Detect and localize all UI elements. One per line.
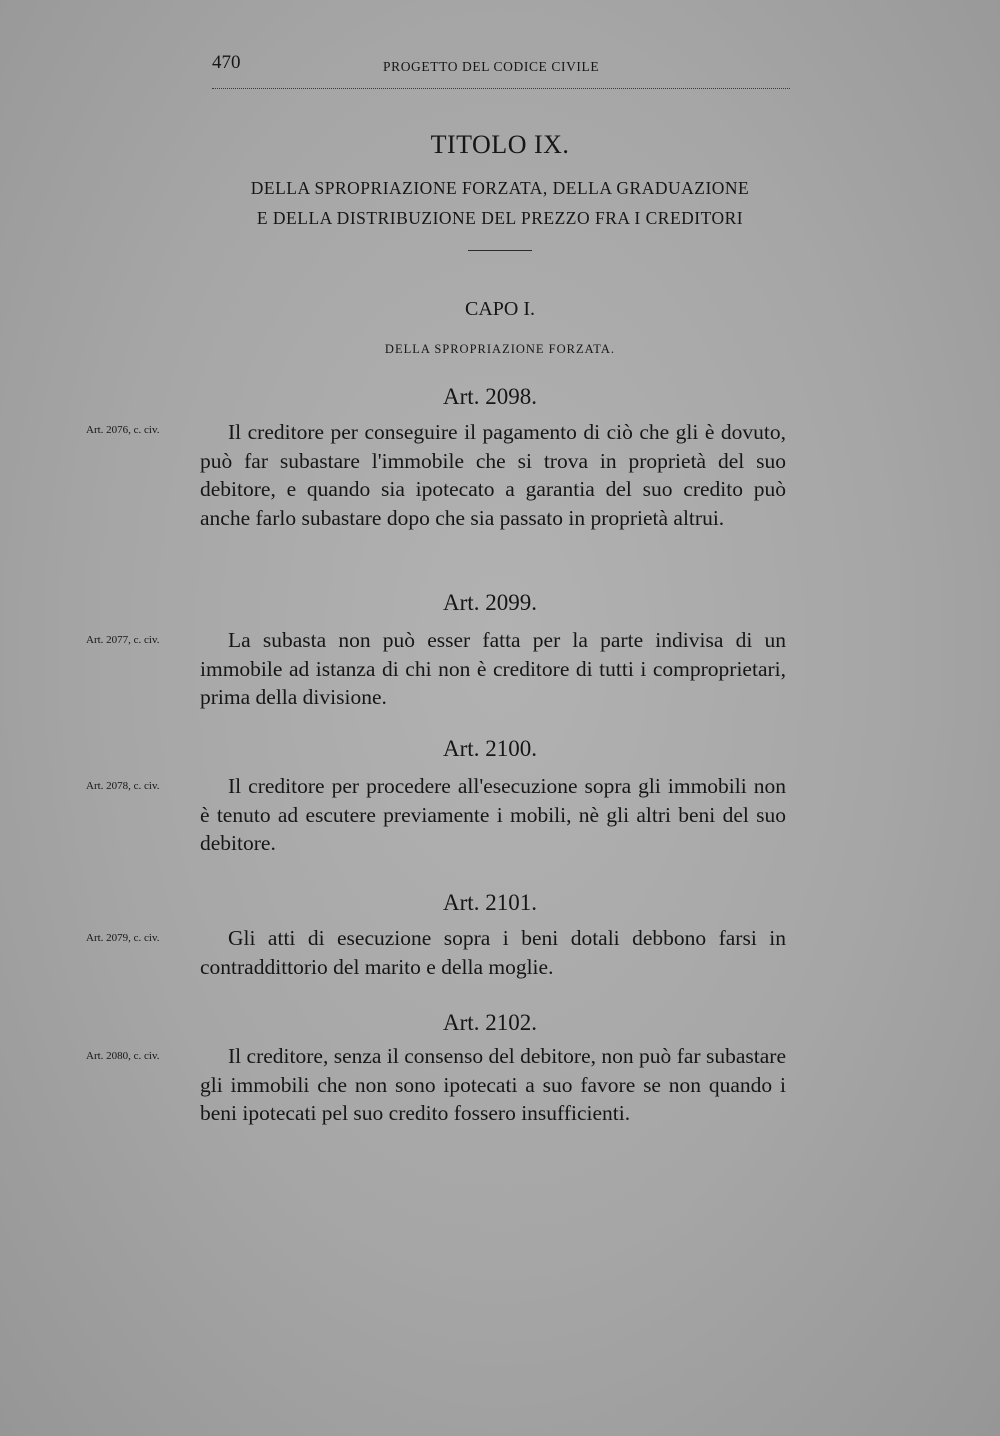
article-text: La subasta non può esser fatta per la parte indivisa di un immobile ad istanza di chi non è creditore di tutti i comproprietari, prima della divisione. <box>200 628 786 710</box>
article-body <box>200 418 786 532</box>
section-divider <box>468 250 532 251</box>
article-heading: Art. 2099. <box>443 590 537 615</box>
article-text: Il creditore per procedere all'esecuzione sopra gli immobili non è tenuto ad escutere previamente i mobili, nè gli altri beni del suo debitore. <box>200 774 786 856</box>
titolo-heading: TITOLO IX. <box>430 130 570 159</box>
capo-heading: CAPO I. <box>464 298 535 320</box>
article-body <box>200 1042 786 1128</box>
article-body <box>200 772 786 858</box>
titolo-subtitle-line2: E DELLA DISTRIBUZIONE DEL PREZZO FRA I CREDITORI <box>256 208 744 228</box>
article-text: Il creditore per conseguire il pagamento di ciò che gli è dovuto, può far subastare l'immobile che si trova in proprietà del suo debitore, e quando sia ipotecato a garantia del suo credito può anche farlo subastare dopo che sia passato in proprietà altrui. <box>200 420 786 530</box>
margin-reference: Art. 2080, c. civ. <box>86 1050 160 1062</box>
article-heading: Art. 2100. <box>443 736 537 761</box>
margin-reference: Art. 2078, c. civ. <box>86 780 160 792</box>
running-title: PROGETTO DEL CODICE CIVILE <box>383 59 600 74</box>
article-heading: Art. 2101. <box>443 890 537 915</box>
titolo-subtitle-line1: DELLA SPROPRIAZIONE FORZATA, DELLA GRADUAZIONE <box>250 178 750 198</box>
margin-reference: Art. 2077, c. civ. <box>86 634 160 646</box>
article-heading: Art. 2102. <box>443 1010 537 1035</box>
margin-reference: Art. 2079, c. civ. <box>86 932 160 944</box>
page-number: 470 <box>212 52 241 73</box>
article-body <box>200 924 786 981</box>
article-text: Il creditore, senza il consenso del debitore, non può far subastare gli immobili che non sono ipotecati a suo favore se non quando i beni ipotecati pel suo credito fossero insufficienti. <box>200 1044 786 1126</box>
article-body <box>200 626 786 712</box>
margin-reference: Art. 2076, c. civ. <box>86 424 160 436</box>
article-heading: Art. 2098. <box>443 384 537 409</box>
running-header <box>212 50 790 89</box>
capo-subheading: DELLA SPROPRIAZIONE FORZATA. <box>384 342 616 356</box>
article-text: Gli atti di esecuzione sopra i beni dotali debbono farsi in contraddittorio del marito e della moglie. <box>200 926 786 979</box>
